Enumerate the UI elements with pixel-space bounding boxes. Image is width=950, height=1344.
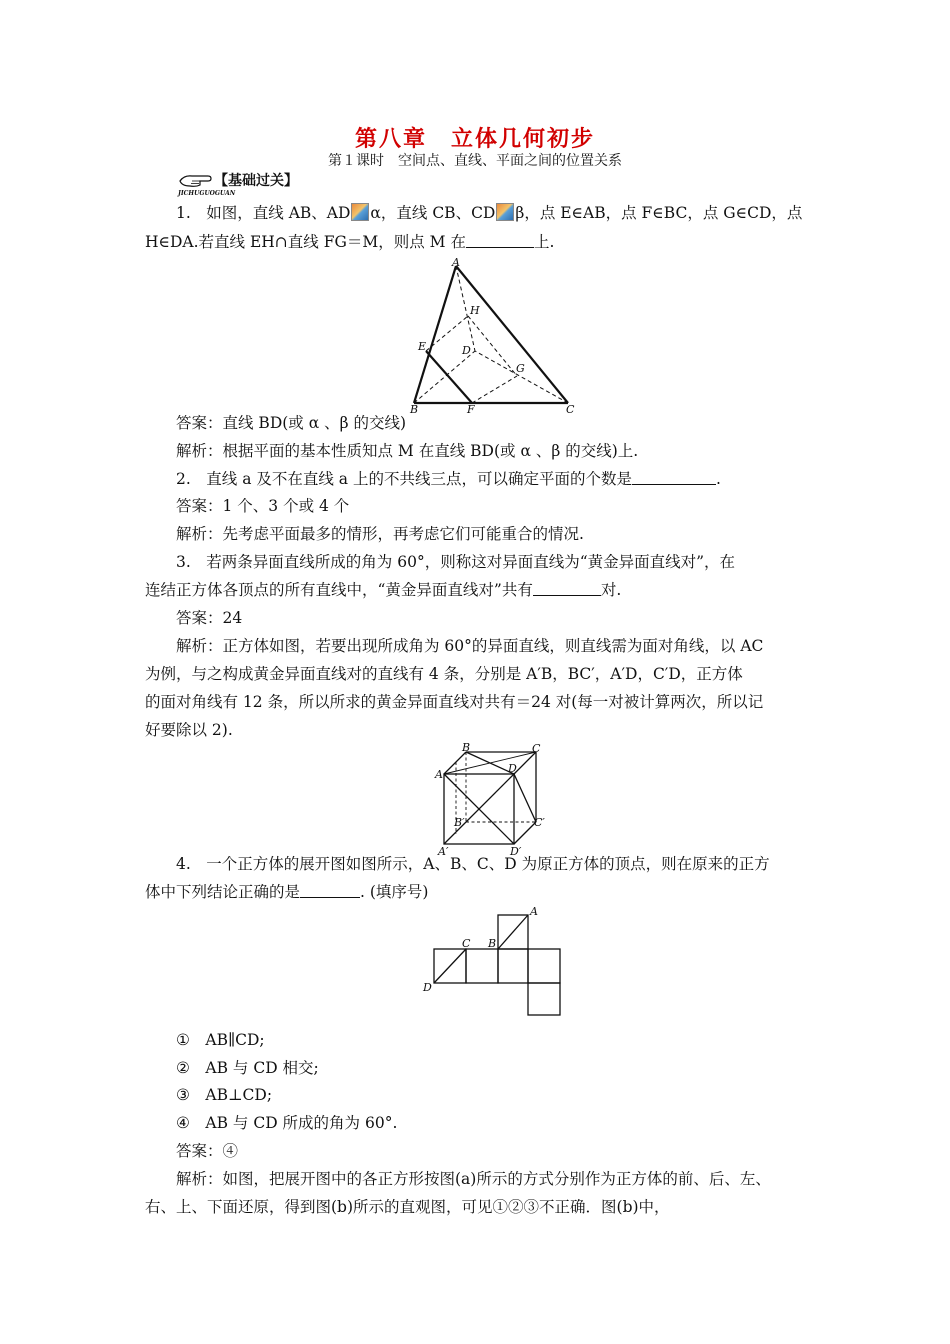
section-header (178, 170, 298, 197)
q1-text-c: β，点 E∈AB，点 F∈BC，点 G∈CD，点 (515, 204, 803, 222)
q4-cube-net-figure (418, 905, 568, 1017)
fig-label: C (532, 742, 541, 755)
q4-text-b: . (填序号) (360, 883, 429, 901)
q3-text-a: 连结正方体各顶点的所有直线中，“黄金异面直线对”共有 (145, 581, 533, 599)
q3-stem-line1: 3. 若两条异面直线所成的角为 60°，则称这对异面直线为“黄金异面直线对”，在 (176, 553, 736, 571)
chapter-title: 第八章 立体几何初步 (354, 126, 595, 152)
q1-stem-line1 (176, 203, 802, 223)
q4-text-a: 体中下列结论正确的是 (145, 883, 301, 901)
fig-label: H (470, 304, 480, 317)
q3-text-b: 对. (600, 581, 622, 599)
q2-text-b: . (715, 470, 721, 488)
q1-stem-line2 (145, 232, 554, 252)
q3-analysis-line2: 为例，与之构成黄金异面直线对的直线有 4 条，分别是 A′B，BC′，A′D，C′D，正方体 (145, 665, 743, 683)
image-placeholder-icon (496, 203, 514, 221)
lesson-subtitle: 第１课时 空间点、直线、平面之间的位置关系 (328, 153, 622, 169)
q1-text-a: 1. 如图，直线 AB、AD (176, 204, 351, 222)
fig-label: B′ (454, 816, 465, 829)
fig-label: C′ (534, 816, 545, 829)
q4-option-3: ③ AB⊥CD; (176, 1086, 273, 1104)
section-label: 【基础过关】 (214, 173, 298, 189)
q3-stem-line2 (145, 580, 621, 600)
fig-label: C (566, 403, 575, 416)
q2-text-a: 2. 直线 a 及不在直线 a 上的不共线三点，可以确定平面的个数是 (176, 470, 632, 488)
q3-analysis-line3: 的面对角线有 12 条，所以所求的黄金异面直线对共有＝24 对(每一对被计算两次，所以记 (145, 693, 764, 711)
fig-label: A′ (438, 845, 449, 858)
q3-analysis-line4: 好要除以 2). (145, 721, 233, 739)
answer-blank (632, 470, 716, 485)
q4-answer: 答案：④ (176, 1142, 239, 1160)
q4-analysis-line1: 解析：如图，把展开图中的各正方形按图(a)所示的方式分别作为正方体的前、后、左、 (176, 1170, 771, 1188)
fig-label: D (423, 981, 432, 994)
q4-option-2: ② AB 与 CD 相交; (176, 1059, 319, 1077)
fig-label: A (530, 905, 538, 918)
section-pinyin: JICHUGUOGUAN (178, 190, 236, 197)
fig-label: B (488, 937, 497, 950)
q1-analysis: 解析：根据平面的基本性质知点 M 在直线 BD(或 α 、β 的交线)上. (176, 442, 639, 460)
fig-label: G (516, 362, 525, 375)
q3-answer: 答案：24 (176, 609, 243, 627)
q3-analysis-line1: 解析：正方体如图，若要出现所成角为 60°的异面直线，则直线需为面对角线，以 AC (176, 637, 764, 655)
fig-label: E (418, 340, 427, 353)
q2-analysis: 解析：先考虑平面最多的情形，再考虑它们可能重合的情况. (176, 525, 584, 543)
fig-label: D (462, 344, 471, 357)
answer-blank (466, 233, 534, 248)
pointing-hand-icon (178, 172, 212, 188)
q1-tetrahedron-figure (400, 256, 590, 416)
q4-stem-line2 (145, 882, 428, 902)
q2-answer: 答案：1 个、3 个或 4 个 (176, 497, 350, 515)
q4-option-4: ④ AB 与 CD 所成的角为 60°. (176, 1114, 398, 1132)
q1-text-e: 上. (533, 233, 555, 251)
fig-label: D′ (510, 845, 522, 858)
fig-label: B (462, 742, 471, 754)
answer-blank (533, 581, 601, 596)
q4-option-1: ① AB∥CD; (176, 1031, 265, 1049)
fig-label: B (410, 403, 419, 416)
fig-label: D (508, 762, 517, 775)
fig-label: A (452, 256, 460, 269)
q1-text-d: H∈DA.若直线 EH∩直线 FG＝M，则点 M 在 (145, 233, 466, 251)
image-placeholder-icon (351, 203, 369, 221)
answer-blank (300, 883, 360, 898)
fig-label: F (467, 403, 475, 416)
q2-stem (176, 469, 721, 489)
fig-label: C (462, 937, 471, 950)
fig-label: A (435, 768, 443, 781)
q1-text-b: α，直线 CB、CD (370, 204, 496, 222)
q4-stem-line1: 4. 一个正方体的展开图如图所示，A、B、C、D 为原正方体的顶点，则在原来的正方 (176, 855, 770, 873)
q4-analysis-line2: 右、上、下面还原，得到图(b)所示的直观图，可见①②③不正确．图(b)中， (145, 1198, 670, 1216)
q3-cube-figure (432, 742, 552, 860)
q1-answer: 答案：直线 BD(或 α 、β 的交线) (176, 414, 407, 432)
